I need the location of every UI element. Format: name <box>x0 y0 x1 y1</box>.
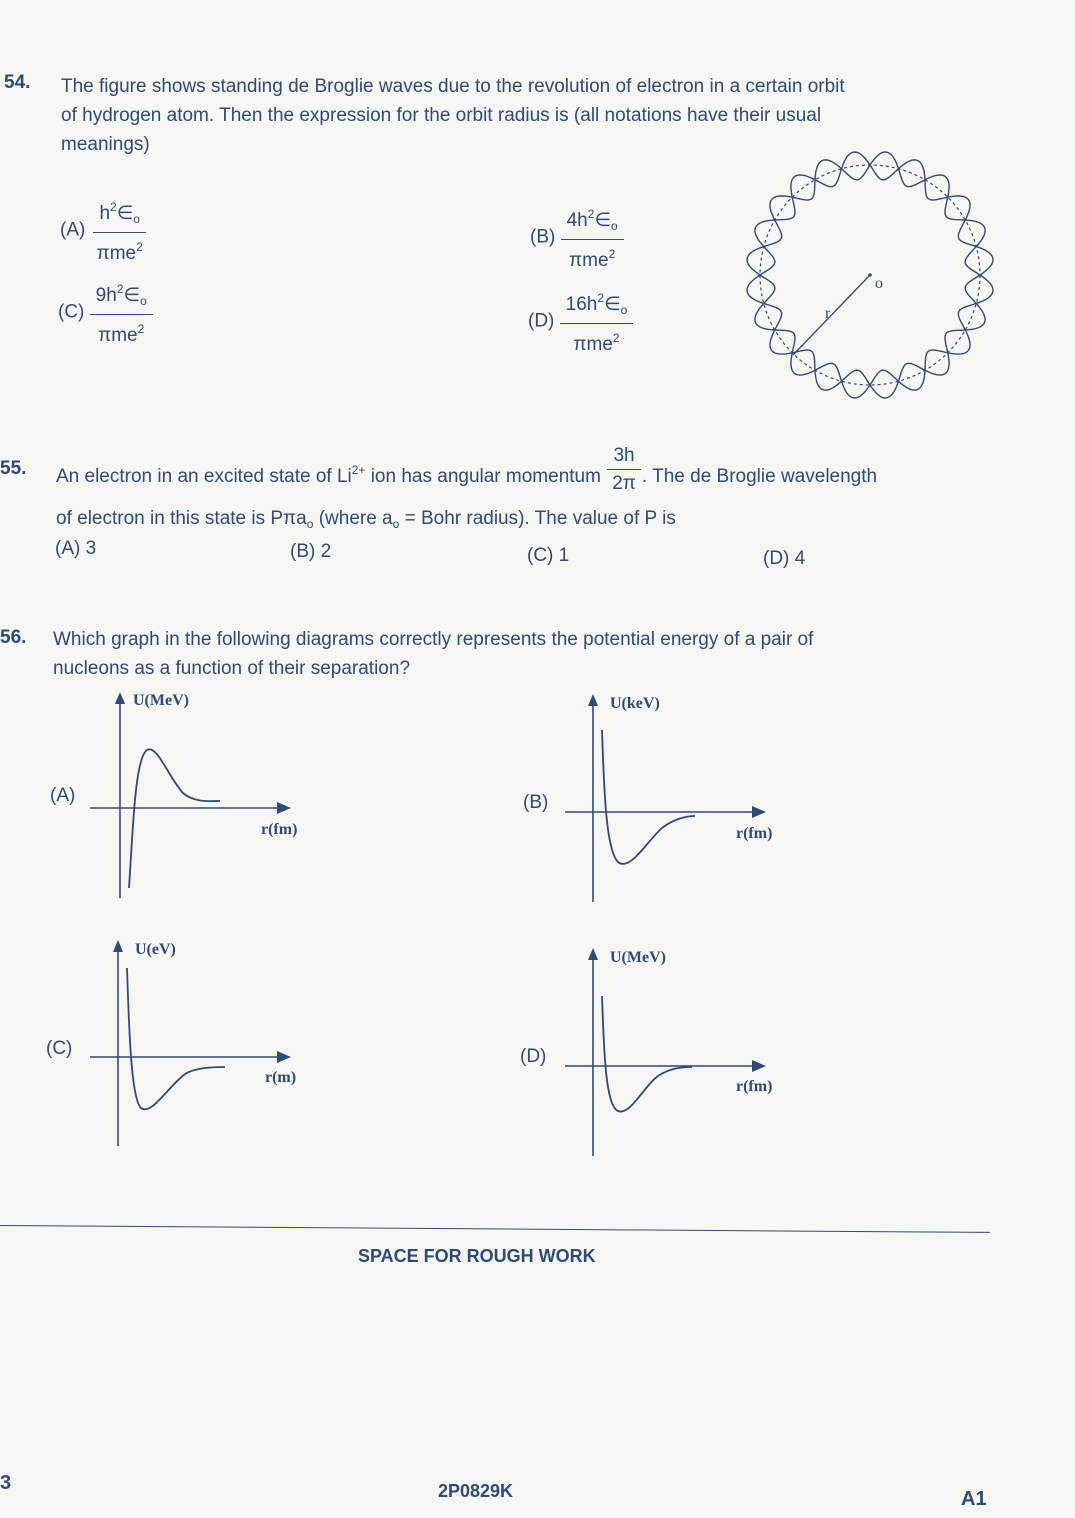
radius-line <box>793 275 870 355</box>
q54-option-d-fraction: $\frac{16h^2\in_o}{\pi me^2}$ <box>560 287 634 356</box>
question-55-line-1: An electron in an excited state of $Li^{2+}$ ion has angular momentum $\frac{3h}{2\pi}$ . The de Broglie wavelength <box>56 444 878 494</box>
page-number-left: 3 <box>0 1472 12 1494</box>
graph-d-x-arrow-icon <box>752 1060 766 1072</box>
q55-angular-momentum-fraction: $\frac{3h}{2\pi}$ <box>606 445 642 495</box>
q54-option-b-fraction: $\frac{4h^2\in_o}{\pi me^2}$ <box>561 203 624 272</box>
q54-option-d[interactable] <box>528 287 633 356</box>
q54-option-d-label: (D) <box>528 310 555 332</box>
question-number-55: 55. <box>0 458 27 479</box>
question-56-line-1: Which graph in the following diagrams correctly represents the potential energy of a pair of <box>53 629 814 650</box>
graph-a-x-label: r(fm) <box>261 821 298 838</box>
graph-d-y-label: U(MeV) <box>610 949 666 966</box>
q56-option-d-label[interactable]: (D) <box>520 1046 547 1067</box>
graph-a-curve <box>129 749 220 888</box>
q56-option-c-label[interactable]: (C) <box>46 1038 73 1059</box>
q54-option-c-label: (C) <box>58 301 85 323</box>
q54-option-a-label: (A) <box>60 219 86 241</box>
rough-work-divider <box>0 1225 990 1233</box>
q56-graph-b <box>560 690 800 905</box>
graph-a-x-arrow-icon <box>277 802 291 814</box>
graph-c-curve <box>127 968 225 1109</box>
question-56-text <box>53 625 1013 683</box>
graph-a-y-arrow-icon <box>115 692 125 704</box>
q56-option-b-label[interactable]: (B) <box>523 792 549 813</box>
graph-c-x-arrow-icon <box>277 1051 291 1063</box>
graph-b-curve <box>602 730 695 864</box>
question-number-54: 54. <box>4 72 31 93</box>
graph-b-y-arrow-icon <box>588 694 598 706</box>
center-label: o <box>875 275 883 292</box>
q55-option-a[interactable]: (A) 3 <box>55 538 97 559</box>
q54-option-c-fraction: $\frac{9h^2\in_o}{\pi me^2}$ <box>90 278 153 347</box>
q54-option-b-label: (B) <box>530 226 556 248</box>
graph-c-y-label: U(eV) <box>135 941 176 958</box>
q56-option-a-label[interactable]: (A) <box>50 785 76 806</box>
center-dot <box>868 273 872 277</box>
graph-d-y-arrow-icon <box>588 948 598 960</box>
graph-c-x-label: r(m) <box>265 1069 297 1086</box>
rough-work-heading: SPACE FOR ROUGH WORK <box>358 1246 596 1266</box>
question-54-line-1: The figure shows standing de Broglie waves due to the revolution of electron in a certain orbit <box>61 76 845 97</box>
question-number-56: 56. <box>0 627 27 648</box>
q55-option-b[interactable]: (B) 2 <box>290 541 332 562</box>
question-54-line-3: meanings) <box>61 134 150 155</box>
graph-d-curve <box>602 996 692 1112</box>
q55-option-c[interactable]: (C) 1 <box>527 545 570 566</box>
q54-option-a[interactable] <box>60 196 149 265</box>
graph-a-y-label: U(MeV) <box>133 692 189 709</box>
q55-option-d[interactable]: (D) 4 <box>763 548 806 569</box>
question-54-line-2: of hydrogen atom. Then the expression for the orbit radius is (all notations have their usual <box>61 105 822 126</box>
graph-b-x-label: r(fm) <box>736 825 773 842</box>
graph-b-x-arrow-icon <box>752 806 766 818</box>
radius-label: r <box>825 305 831 322</box>
q54-option-b[interactable] <box>530 203 624 272</box>
question-55-line-2: of electron in this state is Pπa$_o$ (where $a_o$ = Bohr radius). The value of P is <box>56 508 676 531</box>
q56-graph-a <box>85 688 315 903</box>
q54-option-a-fraction: $\frac{h^2\in_o}{\pi me^2}$ <box>91 196 149 265</box>
question-56-line-2: nucleons as a function of their separation? <box>53 658 411 679</box>
graph-d-x-label: r(fm) <box>736 1078 773 1095</box>
q54-option-c[interactable] <box>58 278 153 347</box>
question-54-text <box>61 72 1021 159</box>
graph-b-y-label: U(keV) <box>610 695 660 712</box>
standing-wave-orbit-figure <box>745 150 995 400</box>
graph-c-y-arrow-icon <box>113 940 123 952</box>
paper-code: 2P0829K <box>438 1481 514 1501</box>
q56-graph-c <box>85 938 315 1153</box>
q56-graph-d <box>560 946 800 1161</box>
page-number-right: A1 <box>961 1488 987 1510</box>
